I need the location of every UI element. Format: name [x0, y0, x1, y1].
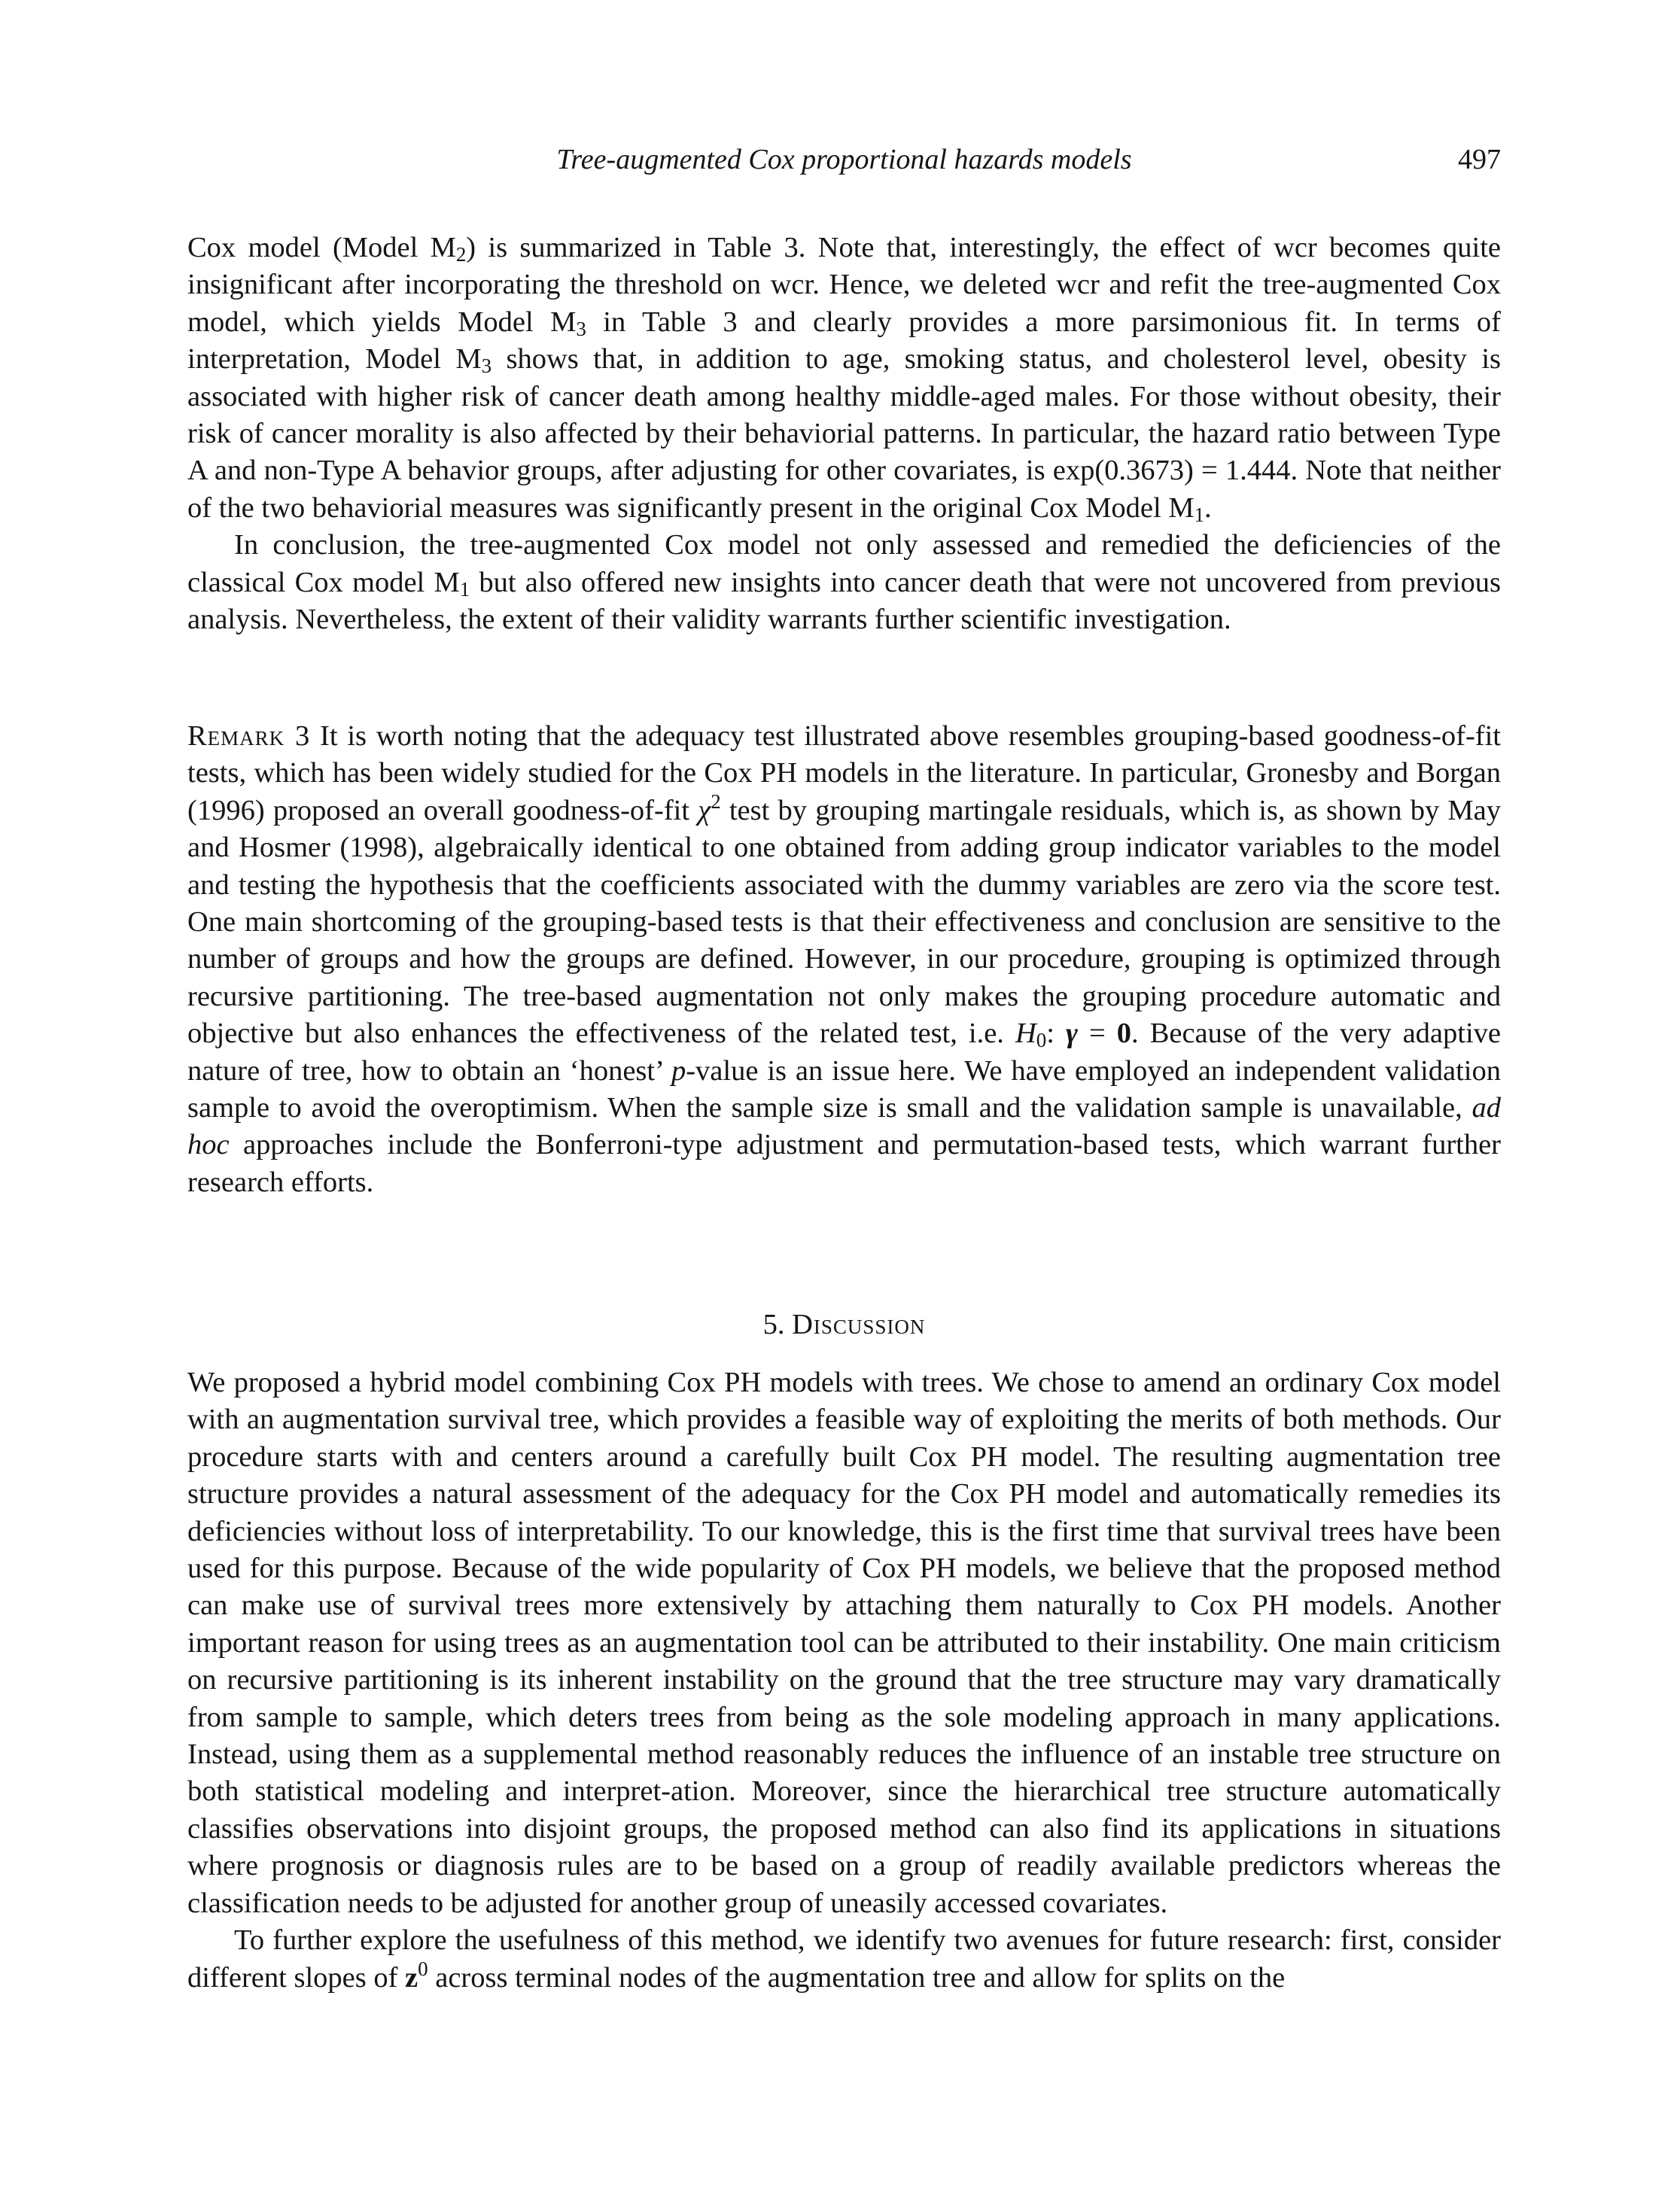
- paragraph-model-summary: Cox model (Model $M_2$) is summarized in Table 3. Note that, interestingly, the effect of wcr becomes quite insignificant after incorporating the threshold on wcr. Hence, we deleted wcr and refit the tree-augmented Cox model, which yields Model $M_3$ in Table 3 and clearly provides a more parsimonious fit. In terms of interpretation, Model $M_3$ shows that, in addition to age, smoking status, and cholesterol level, obesity is associated with higher risk of cancer death among healthy middle-aged males. For those without obesity, their risk of cancer morality is also affected by their behaviorial patterns. In particular, the hazard ratio between Type A and non-Type A behavior groups, after adjusting for other covariates, is exp(0.3673) = 1.444. Note that neither of the two behaviorial measures was significantly present in the original Cox Model $M_1$.: [187, 232, 1502, 526]
- remark-label: Remark 3: [187, 720, 311, 752]
- page-number: 497: [1458, 144, 1501, 175]
- discussion-text-block: [187, 1364, 1501, 1997]
- paragraph-discussion-2: To further explore the usefulness of this method, we identify two avenues for future research: first, consider different slopes of $z^0$ across terminal nodes of the augmentation tree and allow for splits on the: [187, 1924, 1501, 1994]
- section-title: Discussion: [792, 1309, 926, 1340]
- running-title: Tree-augmented Cox proportional hazards models: [556, 144, 1132, 175]
- paper-page: [187, 0, 1501, 2187]
- section-heading-discussion: [187, 1308, 1501, 1341]
- paragraph-conclusion: In conclusion, the tree-augmented Cox model not only assessed and remedied the deficiencies of the classical Cox model $M_1$ but also offered new insights into cancer death that were not uncovered from previous analysis. Nevertheless, the extent of their validity warrants further scientific investigation.: [187, 529, 1501, 636]
- section-number: 5.: [762, 1309, 793, 1340]
- paragraph-discussion-1: We proposed a hybrid model combining Cox PH models with trees. We chose to amend an ordinary Cox model with an augmentation survival tree, which provides a feasible way of exploiting the merits of both methods. Our procedure starts with and centers around a carefully built Cox PH model. The resulting augmentation tree structure provides a natural assessment of the adequacy for the Cox PH model and automatically remedies its deficiencies without loss of interpretability. To our knowledge, this is the first time that survival trees have been used for this purpose. Because of the wide popularity of Cox PH models, we believe that the proposed method can make use of survival trees more extensively by attaching them naturally to Cox PH models. Another important reason for using trees as an augmentation tool can be attributed to their instability. One main criticism on recursive partitioning is its inherent instability on the ground that the tree structure may vary dramatically from sample to sample, which deters trees from being as the sole modeling approach in many applications. Instead, using them as a supplemental method reasonably reduces the influence of an instable tree structure on both statistical modeling and interpret-ation. Moreover, since the hierarchical tree structure automatically classifies observations into disjoint groups, the proposed method can also find its applications in situations where prognosis or diagnosis rules are to be based on a group of readily available predictors whereas the classification needs to be adjusted for another group of uneasily accessed covariates.: [187, 1367, 1501, 1919]
- results-text-block: [187, 230, 1501, 638]
- remark-block: [187, 718, 1501, 1201]
- paragraph-remark-3: Remark 3 It is worth noting that the adequacy test illustrated above resembles grouping-based goodness-of-fit tests, which has been widely studied for the Cox PH models in the literature. In particular, Gronesby and Borgan (1996) proposed an overall goodness-of-fit $\chi^2$ test by grouping martingale residuals, which is, as shown by May and Hosmer (1998), algebraically identical to one obtained from adding group indicator variables to the model and testing the hypothesis that the coefficients associated with the dummy variables are zero via the score test. One main shortcoming of the grouping-based tests is that their effectiveness and conclusion are sensitive to the number of groups and how the groups are defined. However, in our procedure, grouping is optimized through recursive partitioning. The tree-based augmentation not only makes the grouping procedure automatic and objective but also enhances the effectiveness of the related test, i.e. $H_0$: γ = 0. Because of the very adaptive nature of tree, how to obtain an ‘honest’ p-value is an issue here. We have employed an independent validation sample to avoid the overoptimism. When the sample size is small and the validation sample is unavailable, ad hoc approaches include the Bonferroni-type adjustment and permutation-based tests, which warrant further research efforts.: [187, 720, 1502, 1198]
- running-header: [187, 143, 1501, 181]
